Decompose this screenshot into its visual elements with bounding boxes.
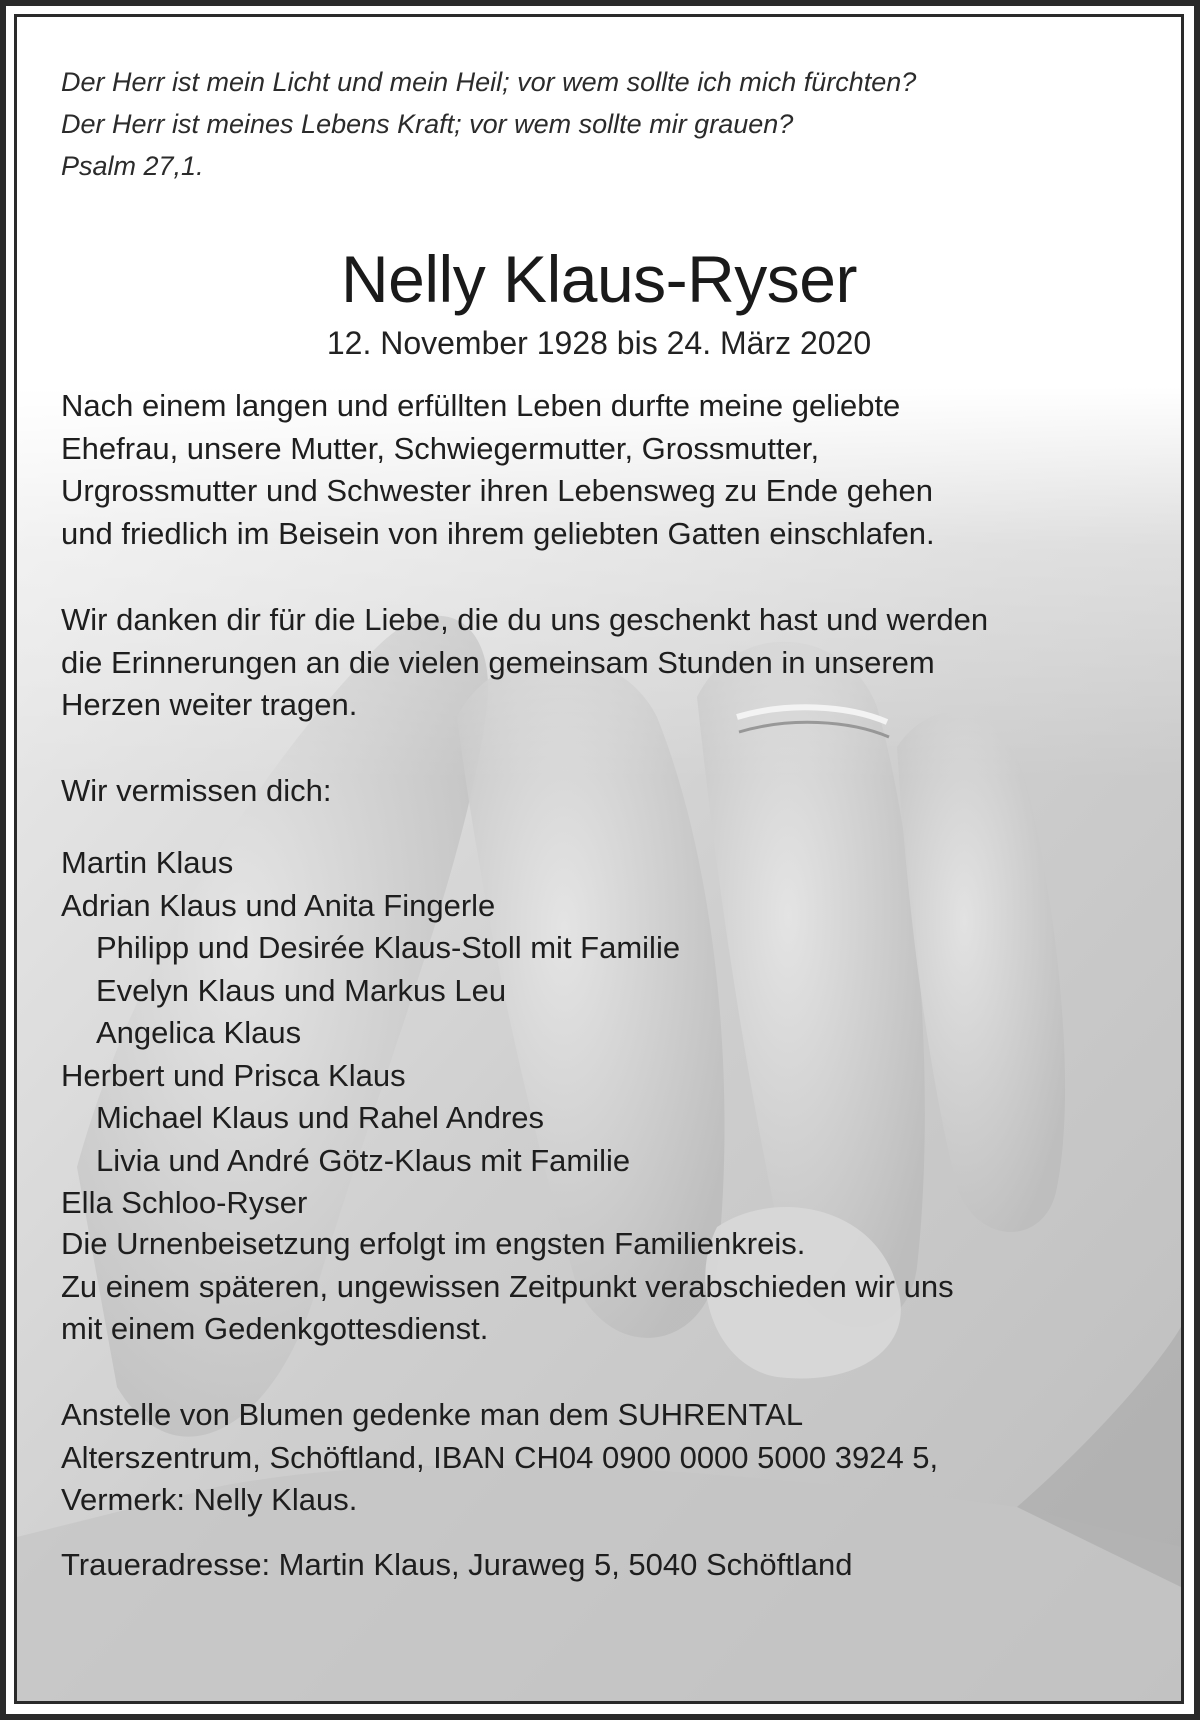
announcement-paragraph — [61, 385, 1151, 555]
thanks-line: Wir danken dir für die Liebe, die du uns geschenkt hast und werden — [61, 602, 989, 637]
announcement-line: Urgrossmutter und Schwester ihren Lebensweg zu Ende gehen — [61, 473, 933, 508]
donation-line: Alterszentrum, Schöftland, IBAN CH04 0900 0000 5000 3924 5, — [61, 1439, 939, 1475]
deceased-name: Nelly Klaus-Ryser — [341, 242, 857, 316]
donation-paragraph — [61, 1394, 1151, 1522]
burial-line: Zu einem späteren, ungewissen Zeitpunkt verabschieden wir uns — [61, 1268, 954, 1304]
obituary-card — [14, 14, 1184, 1704]
mourner-name: Ella Schloo-Ryser — [61, 1185, 308, 1220]
mourner-name: Adrian Klaus und Anita Fingerle — [61, 887, 496, 923]
announcement-line: und friedlich im Beisein von ihrem geliebten Gatten einschlafen. — [61, 515, 935, 551]
mourner-name: Evelyn Klaus und Markus Leu — [96, 972, 507, 1008]
burial-line: mit einem Gedenkgottesdienst. — [61, 1311, 489, 1346]
mourners-intro: Wir vermissen dich: — [61, 773, 332, 808]
mourners-list — [61, 842, 1151, 1225]
verse-line: Der Herr ist mein Licht und mein Heil; vor wem sollte ich mich fürchten? — [61, 67, 917, 97]
verse-line: Der Herr ist meines Lebens Kraft; vor wem sollte mir grauen? — [61, 109, 794, 139]
bible-verse — [61, 61, 1141, 187]
mourner-name: Livia und André Götz-Klaus mit Familie — [96, 1142, 631, 1178]
thanks-line: Herzen weiter tragen. — [61, 687, 358, 722]
thanks-line: die Erinnerungen an die vielen gemeinsam Stunden in unserem — [61, 644, 935, 680]
mourner-name: Martin Klaus — [61, 845, 234, 880]
mourner-name: Herbert und Prisca Klaus — [61, 1057, 406, 1093]
life-dates: 12. November 1928 bis 24. März 2020 — [326, 325, 872, 361]
announcement-line: Ehefrau, unsere Mutter, Schwiegermutter, Grossmutter, — [61, 430, 820, 466]
obituary-content — [17, 17, 1181, 1701]
donation-line: Anstelle von Blumen gedenke man dem SUHRENTAL — [61, 1397, 804, 1432]
burial-paragraph — [61, 1223, 1151, 1351]
mourner-name: Michael Klaus und Rahel Andres — [96, 1100, 545, 1135]
announcement-line: Nach einem langen und erfüllten Leben durfte meine geliebte — [61, 388, 901, 423]
mourner-name: Philipp und Desirée Klaus-Stoll mit Familie — [96, 930, 681, 965]
donation-line: Vermerk: Nelly Klaus. — [61, 1482, 358, 1517]
burial-line: Die Urnenbeisetzung erfolgt im engsten Familienkreis. — [61, 1226, 806, 1261]
mourning-address: Traueradresse: Martin Klaus, Juraweg 5, 5040 Schöftland — [61, 1547, 853, 1582]
mourner-name: Angelica Klaus — [96, 1015, 302, 1050]
verse-reference: Psalm 27,1. — [61, 151, 204, 181]
thanks-paragraph — [61, 599, 1151, 727]
